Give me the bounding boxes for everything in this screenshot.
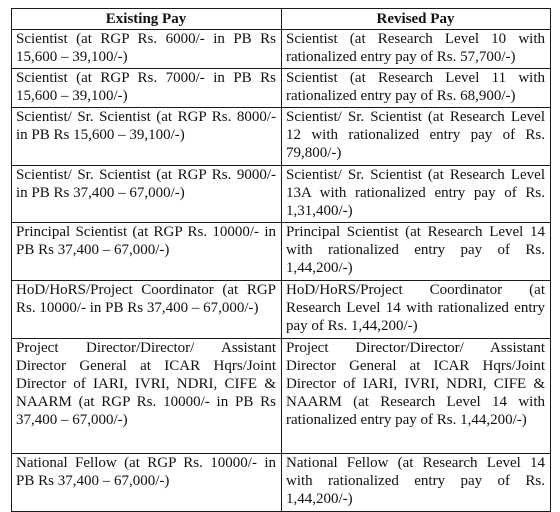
table-row [12,454,551,512]
existing-pay-cell: Scientist/ Sr. Scientist (at RGP Rs. 9000/- in PB Rs 37,400 – 67,000/-) [12,166,282,223]
pay-revision-table [11,8,551,512]
table-row [12,69,551,108]
revised-pay-cell: National Fellow (at Research Level 14 with rationalized entry pay of Rs. 1,44,200/-) [282,454,551,512]
existing-pay-cell: HoD/HoRS/Project Coordinator (at RGP Rs. 10000/- in PB Rs 37,400 – 67,000/-) [12,281,282,339]
existing-pay-cell: Scientist (at RGP Rs. 6000/- in PB Rs 15,600 – 39,100/-) [12,30,282,69]
existing-pay-cell: National Fellow (at RGP Rs. 10000/- in PB Rs 37,400 – 67,000/-) [12,454,282,512]
existing-pay-cell: Scientist (at RGP Rs. 7000/- in PB Rs 15,600 – 39,100/-) [12,69,282,108]
table-row [12,223,551,281]
table-header-row [12,9,551,30]
revised-pay-cell: Project Director/Director/ Assistant Director General at ICAR Hqrs/Joint Director of IARI, IVRI, NDRI, CIFE & NAARM (at Research Level 14 with rationalized entry pay of Rs. 1,44,200/-) [282,339,551,454]
table-row [12,166,551,223]
existing-pay-cell: Scientist/ Sr. Scientist (at RGP Rs. 8000/- in PB Rs 15,600 – 39,100/-) [12,108,282,166]
revised-pay-cell: HoD/HoRS/Project Coordinator (at Research Level 14 with rationalized entry pay of Rs. 1,44,200/-) [282,281,551,339]
revised-pay-cell: Scientist/ Sr. Scientist (at Research Level 12 with rationalized entry pay of Rs. 79,800/-) [282,108,551,166]
table-row [12,108,551,166]
revised-pay-cell: Scientist (at Research Level 11 with rationalized entry pay of Rs. 68,900/-) [282,69,551,108]
table-row [12,281,551,339]
revised-pay-cell: Principal Scientist (at Research Level 14 with rationalized entry pay of Rs. 1,44,200/-) [282,223,551,281]
existing-pay-cell: Principal Scientist (at RGP Rs. 10000/- in PB Rs 37,400 – 67,000/-) [12,223,282,281]
existing-pay-header: Existing Pay [12,9,282,30]
revised-pay-header: Revised Pay [282,9,551,30]
revised-pay-cell: Scientist (at Research Level 10 with rationalized entry pay of Rs. 57,700/-) [282,30,551,69]
existing-pay-cell: Project Director/Director/ Assistant Director General at ICAR Hqrs/Joint Director of IARI, IVRI, NDRI, CIFE & NAARM (at RGP Rs. 10000/- in PB Rs 37,400 – 67,000/-) [12,339,282,454]
revised-pay-cell: Scientist/ Sr. Scientist (at Research Level 13A with rationalized entry pay of Rs. 1,31,400/-) [282,166,551,223]
table-row [12,339,551,454]
table-row [12,30,551,69]
